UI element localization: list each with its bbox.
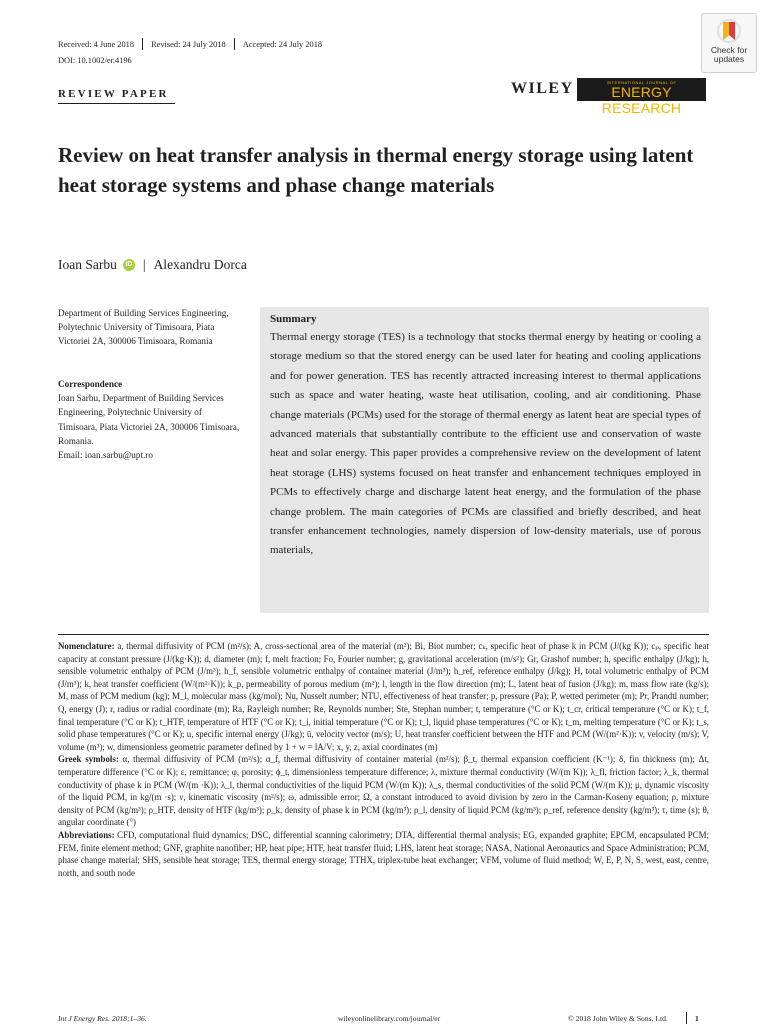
greek-text: α, thermal diffusivity of PCM (m²/s); α_f, thermal diffusivity of container material (m²/s); β_t, thermal expansion coefficient (K⁻¹); δ, fin thickness (m); Δt, temperature difference (°C or K); ε, remittance; φ, porosity; ϕ_t, dimensionless temperature difference; λ, mixture thermal conductivity (W/(m K)); λ_fl, friction factor; λ_k, thermal conductivity of phase k in PCM (W/(m ·K)); λ_l, thermal conductivities of the liquid PCM (W/(m K)); λ_s, thermal conductivities of the solid PCM (W/(m K)); μ, dynamic viscosity of the liquid PCM, in kg/(m ·s); ν, kinematic viscosity (m²/s); ω, admissible error; Ω, a constant introduced to avoid division by zero in the Carman-Koseny equation; ρ, mixture density of PCM (kg/m³); ρ_HTF, density of HTF (kg/m³); ρ_k, density of phase k in PCM (kg/m³); ρ_l, density of liquid PCM (kg/m³); ρ_ref, reference density (kg/m³); τ, time (s); θ, angular coordinate (°) xyxy=(58,754,710,828)
nomenclature-label: Nomenclature: xyxy=(58,641,115,651)
author-list xyxy=(58,257,247,273)
email-link[interactable]: Email: ioan.sarbu@upt.ro xyxy=(58,450,153,461)
article-title: Review on heat transfer analysis in thermal energy storage using latent heat storage systems and phase change materials xyxy=(58,143,694,197)
date-divider xyxy=(234,38,235,50)
journal-logo xyxy=(577,78,706,116)
footer-divider xyxy=(686,1012,687,1024)
page-footer xyxy=(58,1012,709,1024)
citation: Int J Energy Res. 2018;1–36. xyxy=(58,1013,147,1023)
summary-heading: Summary xyxy=(270,313,317,325)
summary-text: Thermal energy storage (TES) is a technology that stocks thermal energy by heating or cooling a storage medium so that the stored energy can be used later for heating and cooling applications and for power generation. TES has recently attracted increasing interest to thermal applications such as space and water heating, waste heat utilisation, cooling, and air conditioning. Phase change materials (PCMs) used for the storage of thermal energy as latent heat are special types of advanced materials that substantially contribute to the efficient use and conservation of waste heat and solar energy. This paper provides a comprehensive review on the development of latent heat storage (LHS) systems focused on heat transfer and enhancement techniques employed in PCMs to effectively charge and discharge latent heat energy, and the formulation of the phase change problem. The main categories of PCMs are classified and briefly described, and heat transfer enhancement technologies, namely dispersion of low-density materials, use of porous materials, xyxy=(270,331,701,557)
nomenclature-text: a, thermal diffusivity of PCM (m²/s); A, cross-sectional area of the material (m²); Bi, Biot number; cₖ, specific heat of phase k in PCM (J/(kg K)); cₚ, specific heat capacity at constant pressure (J/(kg·K)); d, diameter (m); f, melt fraction; Fo, Fourier number; g, gravitational acceleration (m/s²); Gr, Grashof number; h, specific enthalpy (J/kg); h, sensible volumetric enthalpy of PCM (J/m³); h_f, sensible volumetric enthalpy of container material (J/m³); h_ref, reference enthalpy (J/kg); H, total volumetric enthalpy of PCM (J/m³); k, heat transfer coefficient (W/(m²·K)); k_p, permeability of porous medium (m²); l, length in the flow direction (m); L, latent heat of fusion (J/kg); m, mass flow rate (kg/s); M, mass of PCM medium (kg); M_l, molecular mass (kg/mol); Nu, Nusselt number; NTU, effectiveness of heat transfer; p, pressure (Pa); P, wetted perimeter (m); Pr, Prandtl number; Q, energy (J); r, radius or radial coordinate (m); Ra, Rayleigh number; Re, Reynolds number; Ste, Stephan number; t, temperature (°C or K); t_cr, critical temperature (°C or K); t_f, final temperature (°C or K); t_HTF, temperature of HTF (°C or K); t_i, initial temperature (°C or K); t_l, liquid phase temperatures (°C or K); t_m, melting temperature (°C or K); t_s, solid phase temperatures (°C or K); u, specific internal energy (J/kg); ū, velocity vector (m/s); U, heat transfer coefficient between the HTF and PCM (W/(m²·K)); v, velocity (m/s); V, volume (m³); w, dimensionless geometric parameter defined by 1 + w = lA/V; x, y, z, axial coordinates (m) xyxy=(58,641,710,752)
received-date: Received: 4 June 2018 xyxy=(58,39,135,49)
page-number: 1 xyxy=(695,1013,699,1023)
article-dates xyxy=(58,38,322,50)
greek-paragraph xyxy=(58,753,709,829)
abbrev-text: CFD, computational fluid dynamics; DSC, differential scanning calorimetry; DTA, differential thermal analysis; EG, expanded graphite; EPCM, encapsulated PCM; FEM, finite element method; GNF, graphite nanofiber; HP, heat pipe; HTF, heat transfer fluid; LHS, latent heat storage; NASA, National Aeronautics and Space Administration; PCM, phase change material; SHS, sensible heat storage; TES, thermal energy storage; TTHX, triplex-tube heat exchanger; VFM, volume of fluid method; W, E, P, N, S, west, east, centre, north, and south node xyxy=(58,829,710,878)
revised-date: Revised: 24 July 2018 xyxy=(151,39,226,49)
section-divider xyxy=(58,634,709,635)
orcid-icon[interactable]: iD xyxy=(123,259,135,271)
journal-logo-title: ENERGY RESEARCH xyxy=(601,84,682,116)
abbrev-paragraph xyxy=(58,829,709,879)
correspondence xyxy=(58,377,243,462)
journal-url[interactable]: wileyonlinelibrary.com/journal/er xyxy=(338,1013,441,1023)
article-type: REVIEW PAPER xyxy=(58,88,169,100)
greek-label: Greek symbols: xyxy=(58,754,119,765)
correspondence-text: Ioan Sarbu, Department of Building Services Engineering, Polytechnic University of Timisoara, Piata Victoriei 2A, 300006 Timisoara, Romania. xyxy=(58,393,240,446)
doi[interactable]: DOI: 10.1002/er.4196 xyxy=(58,56,132,65)
author-name[interactable]: Alexandru Dorca xyxy=(153,257,247,272)
copyright: © 2018 John Wiley & Sons, Ltd. xyxy=(568,1013,668,1023)
accepted-date: Accepted: 24 July 2018 xyxy=(242,39,323,49)
affiliation xyxy=(58,306,243,349)
author-name[interactable]: Ioan Sarbu xyxy=(58,257,117,272)
bookmark-icon xyxy=(716,18,742,46)
author-separator: | xyxy=(142,257,146,272)
check-label-1: Check for xyxy=(710,45,748,55)
check-for-updates-button[interactable] xyxy=(701,13,757,73)
nomenclature-paragraph xyxy=(58,640,709,753)
summary-box xyxy=(260,307,709,613)
nomenclature-block xyxy=(58,640,709,879)
affiliation-text: Department of Building Services Engineering, Polytechnic University of Timisoara, Piata Victoriei 2A, 300006 Timisoara, Romania xyxy=(58,308,229,347)
abbrev-label: Abbreviations: xyxy=(58,829,115,840)
date-divider xyxy=(142,38,143,50)
correspondence-heading: Correspondence xyxy=(58,379,123,389)
article-type-underline xyxy=(58,103,175,104)
publisher-logo: WILEY xyxy=(511,80,574,97)
check-label-2: updates xyxy=(713,54,745,64)
journal-logo-small: INTERNATIONAL JOURNAL OF xyxy=(606,80,677,85)
